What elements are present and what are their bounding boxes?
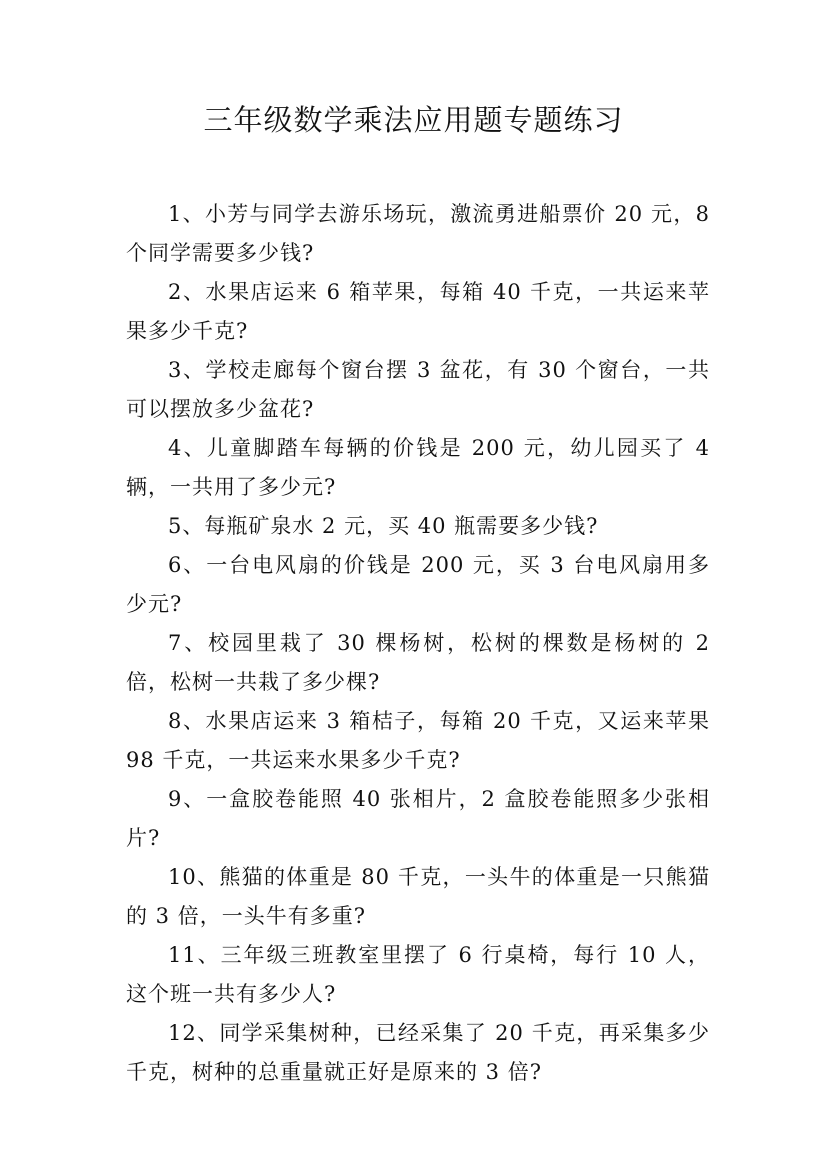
question-item: 8、水果店运来 3 箱桔子，每箱 20 千克，又运来苹果 98 千克，一共运来水果多少千克? — [126, 709, 710, 772]
document-title: 三年级数学乘法应用题专题练习 — [203, 103, 624, 137]
question-item: 5、每瓶矿泉水 2 元，买 40 瓶需要多少钱? — [168, 514, 599, 538]
question-item: 2、水果店运来 6 箱苹果，每箱 40 千克，一共运来苹果多少千克? — [126, 280, 710, 343]
question-list — [126, 195, 710, 1092]
question-item: 11、三年级三班教室里摆了 6 行桌椅，每行 10 人，这个班一共有多少人? — [126, 943, 710, 1006]
question-item: 9、一盒胶卷能照 40 张相片，2 盒胶卷能照多少张相片? — [126, 787, 710, 850]
question-item: 3、学校走廊每个窗台摆 3 盆花，有 30 个窗台，一共可以摆放多少盆花? — [126, 358, 710, 421]
question-item: 1、小芳与同学去游乐场玩，激流勇进船票价 20 元，8 个同学需要多少钱? — [126, 202, 710, 265]
question-item: 7、校园里栽了 30 棵杨树，松树的棵数是杨树的 2 倍，松树一共栽了多少棵? — [126, 631, 710, 694]
question-item: 4、儿童脚踏车每辆的价钱是 200 元，幼儿园买了 4 辆，一共用了多少元? — [126, 436, 710, 499]
question-item: 12、同学采集树种，已经采集了 20 千克，再采集多少千克，树种的总重量就正好是原来的 3 倍? — [126, 1021, 710, 1084]
question-item: 10、熊猫的体重是 80 千克，一头牛的体重是一只熊猫的 3 倍，一头牛有多重? — [126, 865, 710, 928]
question-item: 6、一台电风扇的价钱是 200 元，买 3 台电风扇用多少元? — [126, 553, 710, 616]
